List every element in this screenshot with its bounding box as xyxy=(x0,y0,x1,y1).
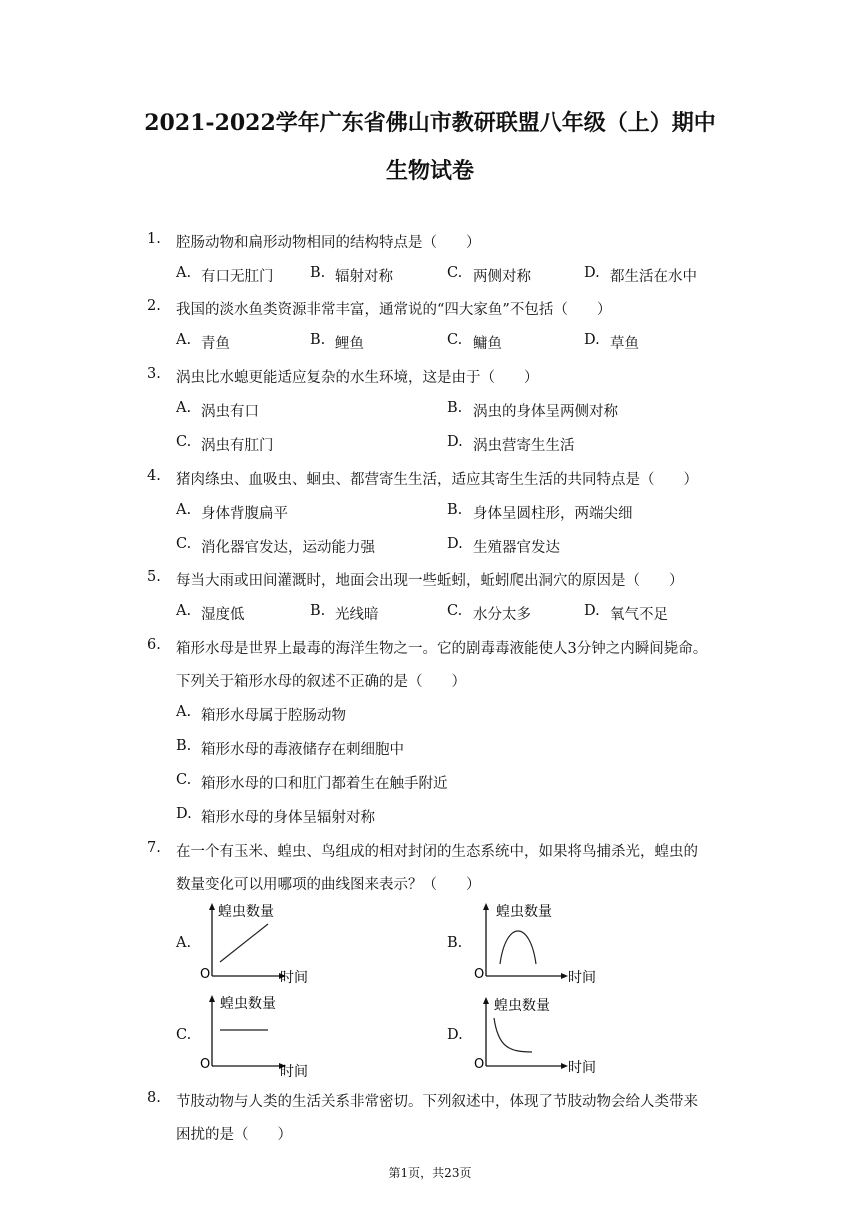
question-text: 在一个有玉米、蝗虫、鸟组成的相对封闭的生态系统中，如果将鸟捕杀光，蝗虫的 xyxy=(176,844,698,860)
question-text: 节肢动物与人类的生活关系非常密切。下列叙述中，体现了节肢动物会给人类带来 xyxy=(176,1094,698,1110)
question-text: 困扰的是（ ） xyxy=(176,1127,292,1143)
option-label: D. xyxy=(584,332,600,348)
question-number: 3. xyxy=(147,366,161,382)
option-label: B. xyxy=(310,603,326,619)
y-axis-label: 蝗虫数量 xyxy=(494,998,550,1014)
option-label: D. xyxy=(447,1027,463,1043)
option-label: C. xyxy=(447,265,463,281)
option-label: B. xyxy=(310,332,326,348)
option-text: 草鱼 xyxy=(610,336,639,352)
option-text: 涡虫有口 xyxy=(201,404,259,420)
question-text: 数量变化可以用哪项的曲线图来表示？（ ） xyxy=(176,877,481,893)
origin-label: O xyxy=(200,1057,211,1072)
page-title: 2021-2022学年广东省佛山市教研联盟八年级（上）期中 xyxy=(144,110,716,136)
option-text: 青鱼 xyxy=(201,336,230,352)
option-label: A. xyxy=(176,704,192,720)
option-label: C. xyxy=(447,332,463,348)
question-number: 1. xyxy=(147,231,161,247)
origin-label: O xyxy=(474,967,485,982)
option-label: D. xyxy=(176,806,192,822)
option-label: B. xyxy=(447,400,463,416)
question-text: 涡虫比水螅更能适应复杂的水生环境，这是由于（ ） xyxy=(176,370,539,386)
option-label: A. xyxy=(176,935,192,951)
option-text: 身体背腹扁平 xyxy=(201,506,288,522)
option-text: 湿度低 xyxy=(201,607,245,623)
option-text: 水分太多 xyxy=(473,607,531,623)
question-text: 腔肠动物和扁形动物相同的结构特点是（ ） xyxy=(176,235,481,251)
x-axis-label: 时间 xyxy=(280,1064,308,1078)
curve-rising xyxy=(220,924,268,962)
origin-label: O xyxy=(474,1057,485,1072)
curve-decay xyxy=(494,1018,532,1052)
option-label: B. xyxy=(176,738,192,754)
option-label: A. xyxy=(176,502,192,518)
option-text: 消化器官发达，运动能力强 xyxy=(201,540,375,556)
y-axis-label: 蝗虫数量 xyxy=(496,904,552,920)
page-footer: 第1页，共23页 xyxy=(388,1166,472,1180)
option-text: 涡虫的身体呈两侧对称 xyxy=(473,404,618,420)
x-axis-label: 时间 xyxy=(280,970,308,986)
question-number: 6. xyxy=(147,637,161,653)
option-label: C. xyxy=(176,1027,192,1043)
option-label: C. xyxy=(176,434,192,450)
option-label: C. xyxy=(176,772,192,788)
option-label: D. xyxy=(447,434,463,450)
page-subtitle: 生物试卷 xyxy=(385,158,474,184)
option-label: C. xyxy=(447,603,463,619)
option-text: 涡虫有肛门 xyxy=(201,438,274,454)
option-text: 光线暗 xyxy=(335,607,379,623)
question-text: 下列关于箱形水母的叙述不正确的是（ ） xyxy=(176,674,466,690)
question-text: 我国的淡水鱼类资源非常丰富，通常说的“四大家鱼”不包括（ ） xyxy=(176,302,612,318)
option-text: 有口无肛门 xyxy=(201,269,274,285)
option-text: 两侧对称 xyxy=(473,269,531,285)
option-text: 生殖器官发达 xyxy=(473,540,560,556)
question-number: 8. xyxy=(147,1090,161,1106)
option-text: 氧气不足 xyxy=(610,607,668,623)
option-label: A. xyxy=(176,332,192,348)
option-text: 身体呈圆柱形，两端尖细 xyxy=(473,506,633,522)
y-axis-label: 蝗虫数量 xyxy=(218,904,274,920)
option-text: 箱形水母属于腔肠动物 xyxy=(201,708,346,724)
option-text: 箱形水母的毒液储存在刺细胞中 xyxy=(201,742,404,758)
option-label: A. xyxy=(176,603,192,619)
option-label: B. xyxy=(447,935,463,951)
option-label: D. xyxy=(447,536,463,552)
origin-label: O xyxy=(200,967,211,982)
question-number: 4. xyxy=(147,468,161,484)
x-axis-label: 时间 xyxy=(568,1060,596,1076)
option-text: 鳙鱼 xyxy=(473,336,502,352)
option-label: C. xyxy=(176,536,192,552)
curve-hump xyxy=(500,931,536,964)
question-number: 5. xyxy=(147,569,161,585)
graph-option-d xyxy=(472,988,602,1078)
option-label: A. xyxy=(176,265,192,281)
question-text: 箱形水母是世界上最毒的海洋生物之一。它的剧毒毒液能使人3分钟之内瞬间毙命。 xyxy=(176,641,708,657)
question-number: 2. xyxy=(147,298,161,314)
option-label: B. xyxy=(310,265,326,281)
graph-option-b xyxy=(472,898,602,988)
option-text: 涡虫营寄生生活 xyxy=(473,438,575,454)
y-axis-label: 蝗虫数量 xyxy=(220,996,276,1012)
question-number: 7. xyxy=(147,840,161,856)
option-label: D. xyxy=(584,603,600,619)
option-text: 辐射对称 xyxy=(335,269,393,285)
question-text: 每当大雨或田间灌溉时，地面会出现一些蚯蚓，蚯蚓爬出洞穴的原因是（ ） xyxy=(176,573,684,589)
option-text: 箱形水母的口和肛门都着生在触手附近 xyxy=(201,776,448,792)
option-text: 都生活在水中 xyxy=(610,269,697,285)
option-label: A. xyxy=(176,400,192,416)
x-axis-label: 时间 xyxy=(568,970,596,986)
graph-option-a xyxy=(198,898,328,988)
graph-option-c xyxy=(198,988,328,1078)
option-text: 鲤鱼 xyxy=(335,336,364,352)
option-label: B. xyxy=(447,502,463,518)
option-text: 箱形水母的身体呈辐射对称 xyxy=(201,810,375,826)
option-label: D. xyxy=(584,265,600,281)
question-text: 猪肉绦虫、血吸虫、蛔虫、都营寄生生活，适应其寄生生活的共同特点是（ ） xyxy=(176,472,698,488)
